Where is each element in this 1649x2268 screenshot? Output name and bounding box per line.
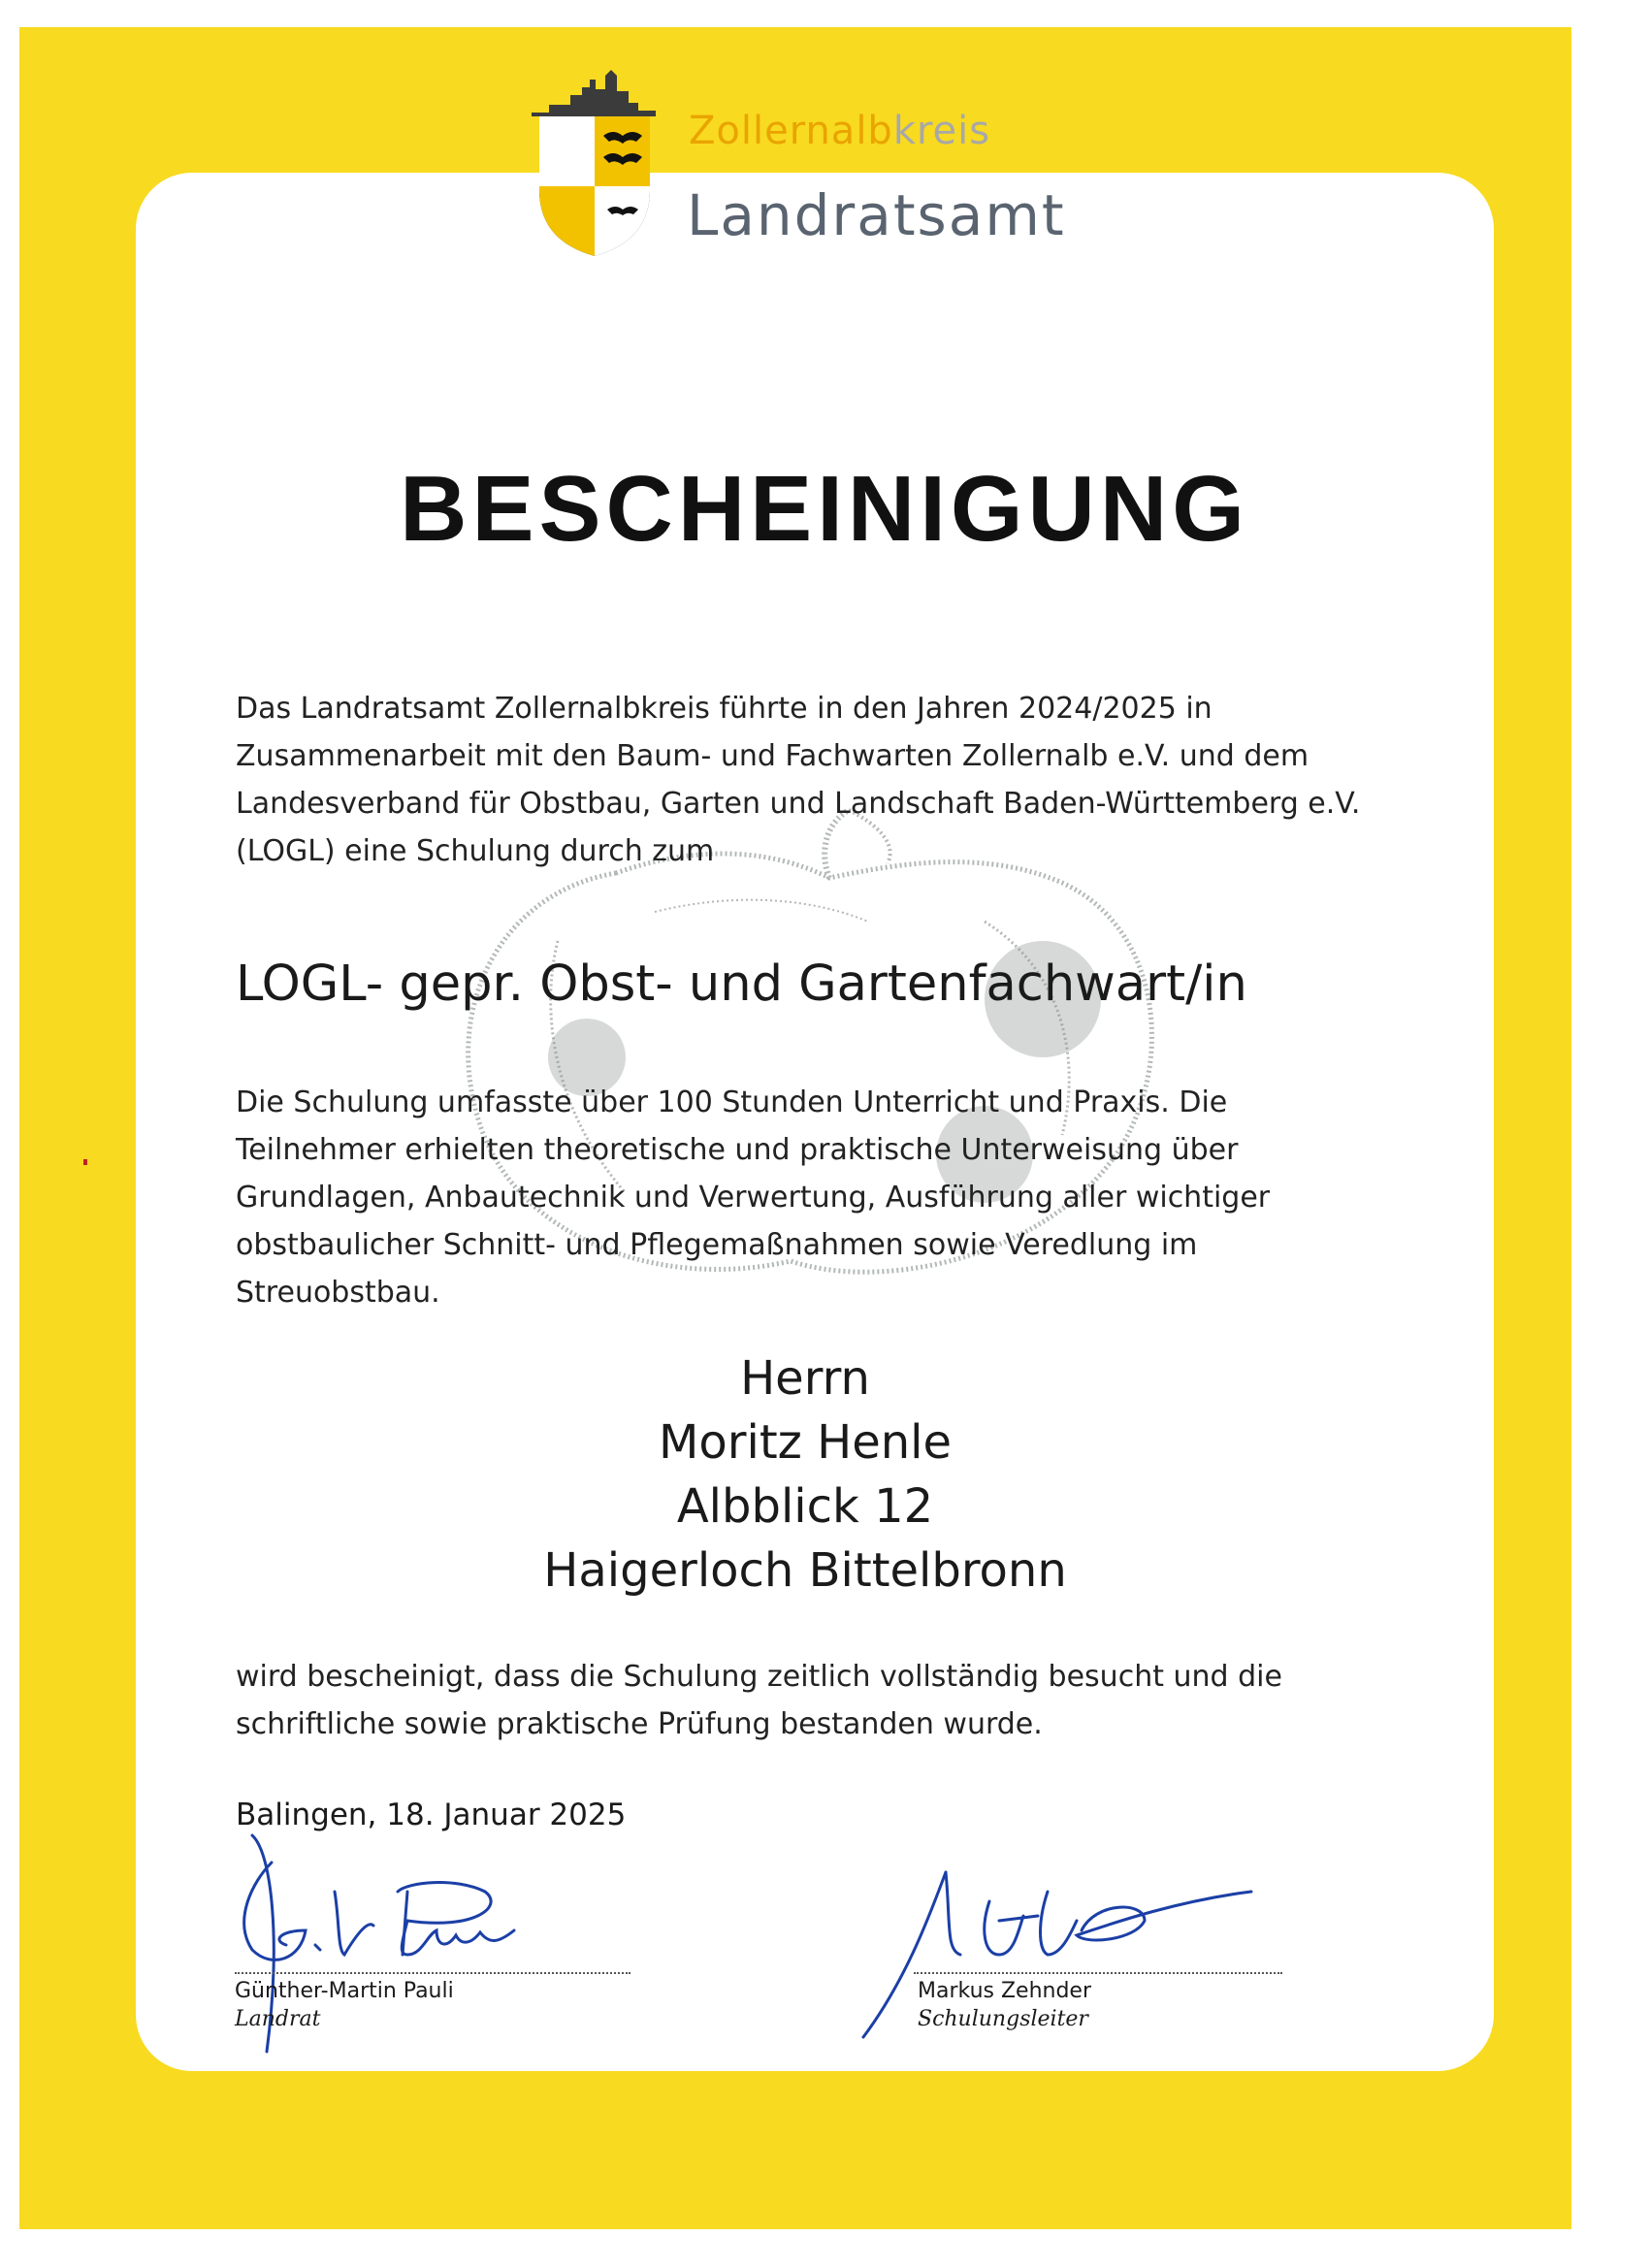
signature-line-right xyxy=(914,1972,1282,1974)
logo-landratsamt: Landratsamt xyxy=(687,182,1066,248)
place-and-date: Balingen, 18. Januar 2025 xyxy=(236,1798,627,1832)
signatory-role-left: Landrat xyxy=(235,2007,321,2031)
recipient-salutation: Herrn xyxy=(740,1351,870,1406)
signatory-role-right: Schulungsleiter xyxy=(918,2007,1088,2031)
logo-district-light: kreis xyxy=(892,109,991,153)
recipient-name: Moritz Henle xyxy=(658,1415,953,1470)
signatory-name-left: Günther-Martin Pauli xyxy=(235,1979,454,2003)
course-title: LOGL- gepr. Obst- und Gartenfachwart/in xyxy=(236,956,1247,1013)
logo-district-strong: Zollernalb xyxy=(689,109,893,153)
recipient-block xyxy=(0,1346,1610,1603)
signatory-name-right: Markus Zehnder xyxy=(918,1979,1092,2003)
recipient-city: Haigerloch Bittelbronn xyxy=(543,1543,1067,1598)
signature-line-left xyxy=(235,1972,630,1974)
logo-district-name xyxy=(689,109,990,153)
description-paragraph: Die Schulung umfasste über 100 Stunden Unterricht und Praxis. Die Teilnehmer erhielten theoretische und praktische Unterweisung über Grundlagen, Anbautechnik und Verwertung, Ausführung aller wichtiger obstbaulicher Schnitt- und Pflegemaßnahmen sowie Veredlung im Streuobstbau. xyxy=(236,1085,1271,1310)
recipient-street: Albblick 12 xyxy=(676,1479,934,1534)
certificate-title: BESCHEINIGUNG xyxy=(400,457,1249,561)
intro-paragraph: Das Landratsamt Zollernalbkreis führte in den Jahren 2024/2025 in Zusammenarbeit mit den Baum- und Fachwarten Zollernalb e.V. und dem Landesverband für Obstbau, Garten und Landschaft Baden-Württemberg e.V. (LOGL) eine Schulung durch zum xyxy=(236,692,1361,868)
stray-mark xyxy=(83,1159,87,1165)
confirmation-paragraph: wird bescheinigt, dass die Schulung zeitlich vollständig besucht und die schriftliche sowie praktische Prüfung bestanden wurde. xyxy=(236,1660,1282,1741)
